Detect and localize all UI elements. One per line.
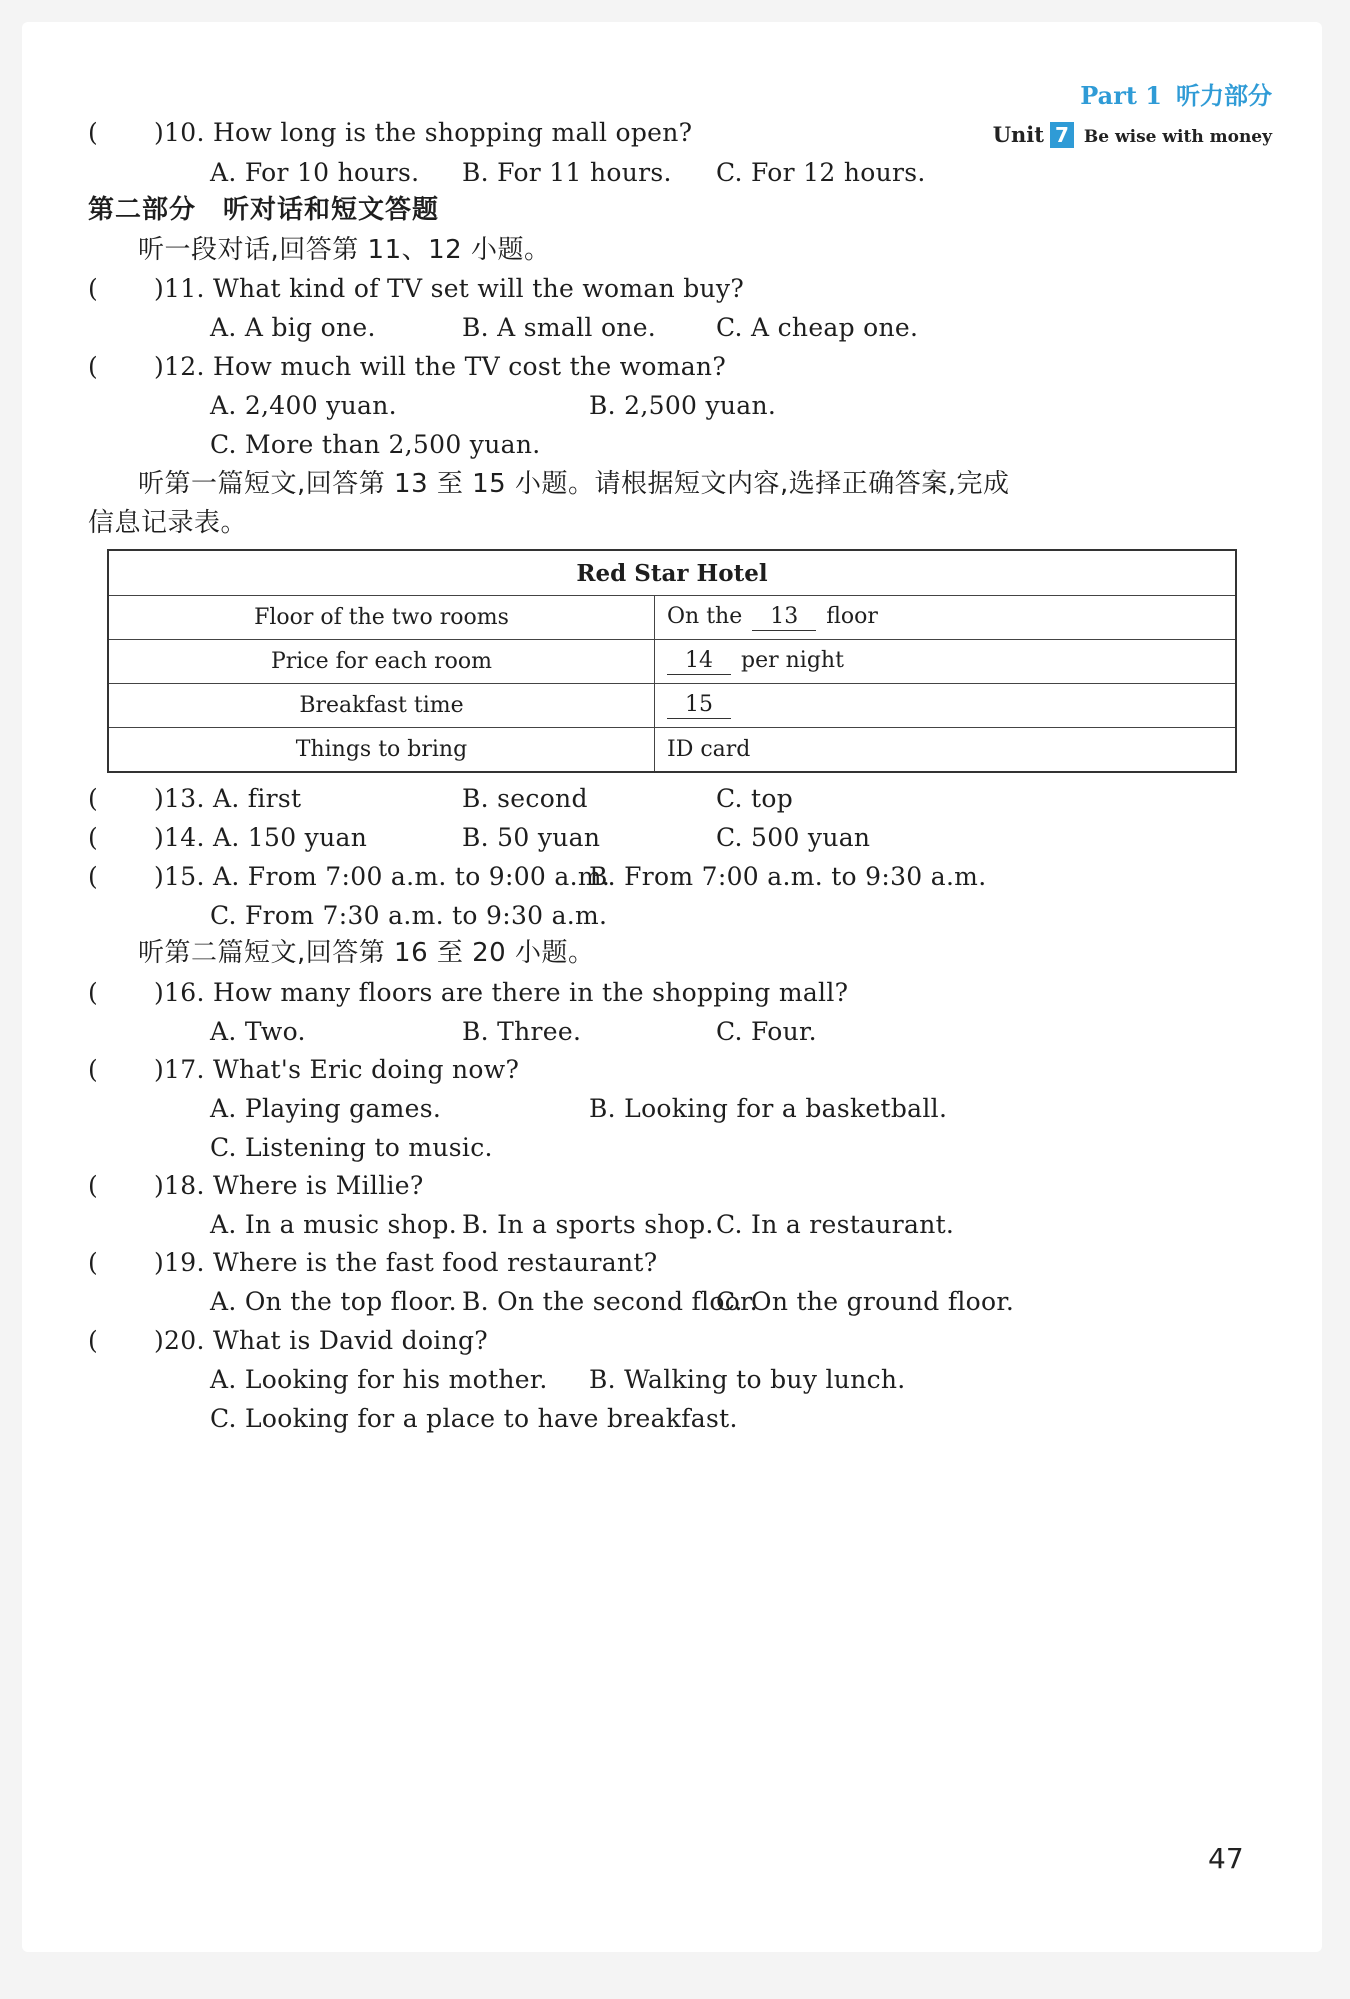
q11-option-b: B. A small one. [462, 313, 657, 342]
answer-paren[interactable]: ( [88, 862, 98, 891]
table-row [108, 596, 1236, 640]
section-heading: 第二部分 听对话和短文答题 [88, 195, 440, 225]
answer-blank-13[interactable]: 13 [752, 604, 816, 631]
answer-paren[interactable]: ( [88, 1326, 98, 1355]
instruction-passage-1: 听第一篇短文,回答第 13 至 15 小题。请根据短文内容,选择正确答案,完成 [138, 469, 1010, 499]
question-13: )13. A. first [154, 784, 302, 813]
table-title: Red Star Hotel [108, 550, 1236, 596]
question-19: )19. Where is the fast food restaurant? [154, 1248, 658, 1277]
q16-option-a: A. Two. [210, 1017, 306, 1046]
table-row [108, 684, 1236, 728]
question-17: )17. What's Eric doing now? [154, 1055, 520, 1084]
answer-paren[interactable]: ( [88, 1248, 98, 1277]
instruction-dialogue: 听一段对话,回答第 11、12 小题。 [138, 235, 551, 265]
answer-paren[interactable]: ( [88, 274, 98, 303]
question-16: )16. How many floors are there in the shopping mall? [154, 978, 849, 1007]
q14-option-b: B. 50 yuan [462, 823, 601, 852]
table-value [655, 596, 1237, 640]
q12-option-c: C. More than 2,500 yuan. [210, 430, 541, 459]
answer-paren[interactable]: ( [88, 823, 98, 852]
unit-word: Unit [992, 122, 1044, 147]
q20-option-c: C. Looking for a place to have breakfast. [210, 1404, 738, 1433]
question-10: )10. How long is the shopping mall open? [154, 118, 693, 147]
q10-option-a: A. For 10 hours. [210, 158, 420, 187]
question-12: )12. How much will the TV cost the woman? [154, 352, 727, 381]
q13-option-c: C. top [716, 784, 794, 813]
part-label: Part 1 [1080, 81, 1162, 110]
value-prefix: On the [667, 604, 743, 629]
q19-option-a: A. On the top floor. [210, 1287, 457, 1316]
q17-option-c: C. Listening to music. [210, 1133, 493, 1162]
table-label: Things to bring [108, 728, 655, 773]
q17-option-b: B. Looking for a basketball. [589, 1094, 948, 1123]
value-suffix: floor [826, 604, 878, 629]
value-suffix: per night [741, 648, 844, 673]
q12-option-b: B. 2,500 yuan. [589, 391, 777, 420]
q17-option-a: A. Playing games. [210, 1094, 442, 1123]
unit-title: Be wise with money [1083, 127, 1272, 147]
instruction-passage-1-cont: 信息记录表。 [88, 508, 248, 538]
answer-blank-14[interactable]: 14 [667, 648, 731, 675]
answer-paren[interactable]: ( [88, 978, 98, 1007]
table-value [655, 640, 1237, 684]
question-11: )11. What kind of TV set will the woman buy? [154, 274, 745, 303]
q16-option-c: C. Four. [716, 1017, 817, 1046]
answer-paren[interactable]: ( [88, 1171, 98, 1200]
answer-paren[interactable]: ( [88, 1055, 98, 1084]
answer-paren[interactable]: ( [88, 118, 98, 147]
q15-option-b: B. From 7:00 a.m. to 9:30 a.m. [589, 862, 987, 891]
question-14: )14. A. 150 yuan [154, 823, 368, 852]
unit-heading [922, 122, 1272, 148]
q16-option-b: B. Three. [462, 1017, 582, 1046]
page-number: 47 [1208, 1842, 1244, 1875]
q20-option-a: A. Looking for his mother. [210, 1365, 548, 1394]
q12-option-a: A. 2,400 yuan. [210, 391, 397, 420]
info-record-table [107, 549, 1237, 773]
answer-paren[interactable]: ( [88, 352, 98, 381]
table-row [108, 728, 1236, 773]
q13-option-b: B. second [462, 784, 588, 813]
q11-option-c: C. A cheap one. [716, 313, 919, 342]
q14-option-c: C. 500 yuan [716, 823, 871, 852]
q10-option-c: C. For 12 hours. [716, 158, 926, 187]
answer-paren[interactable]: ( [88, 784, 98, 813]
workbook-page [22, 22, 1322, 1952]
q19-option-b: B. On the second floor. [462, 1287, 758, 1316]
table-value: ID card [655, 728, 1237, 773]
table-label: Floor of the two rooms [108, 596, 655, 640]
q20-option-b: B. Walking to buy lunch. [589, 1365, 906, 1394]
q18-option-a: A. In a music shop. [210, 1210, 457, 1239]
q18-option-c: C. In a restaurant. [716, 1210, 955, 1239]
question-15: )15. A. From 7:00 a.m. to 9:00 a.m. [154, 862, 611, 891]
answer-blank-15[interactable]: 15 [667, 692, 731, 719]
q11-option-a: A. A big one. [210, 313, 376, 342]
table-label: Breakfast time [108, 684, 655, 728]
table-label: Price for each room [108, 640, 655, 684]
instruction-passage-2: 听第二篇短文,回答第 16 至 20 小题。 [138, 938, 595, 968]
question-18: )18. Where is Millie? [154, 1171, 424, 1200]
q19-option-c: C. On the ground floor. [716, 1287, 1015, 1316]
q10-option-b: B. For 11 hours. [462, 158, 672, 187]
table-row [108, 640, 1236, 684]
table-value [655, 684, 1237, 728]
question-20: )20. What is David doing? [154, 1326, 489, 1355]
q18-option-b: B. In a sports shop. [462, 1210, 714, 1239]
part-title: 听力部分 [1176, 81, 1272, 110]
unit-number-badge: 7 [1050, 122, 1074, 148]
q15-option-c: C. From 7:30 a.m. to 9:30 a.m. [210, 901, 608, 930]
part-heading [1032, 76, 1272, 111]
